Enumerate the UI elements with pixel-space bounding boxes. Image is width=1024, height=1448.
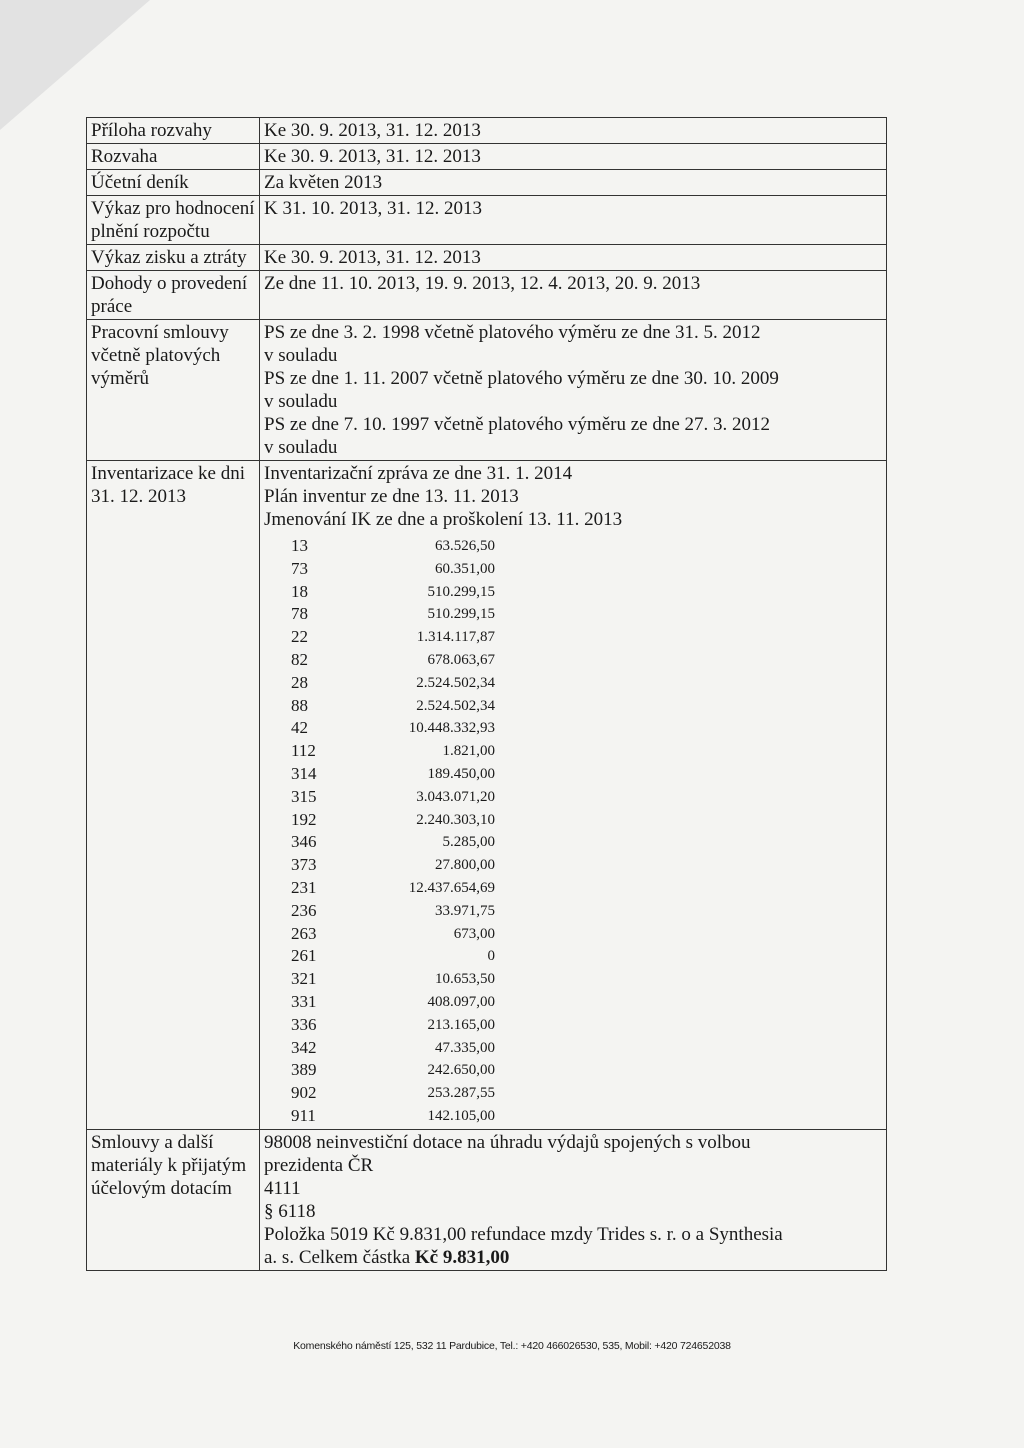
account-row: [291, 558, 882, 581]
document-table: [86, 117, 887, 1271]
row-label: Rozvaha: [87, 144, 260, 170]
account-row: [291, 672, 882, 695]
inventory-value: [260, 461, 887, 1130]
account-amount: 408.097,00: [427, 993, 495, 1010]
account-code: 236: [291, 900, 317, 920]
account-code: 73: [291, 558, 308, 578]
account-amount: 2.240.303,10: [416, 811, 495, 828]
account-row: [291, 945, 882, 968]
account-row: [291, 991, 882, 1014]
account-code: 22: [291, 627, 308, 647]
account-code: 13: [291, 536, 308, 555]
account-amount: 678.063,67: [427, 651, 495, 668]
row-label: Účetní deník: [87, 170, 260, 196]
account-amount: 60.351,00: [435, 560, 495, 577]
table-row: [87, 170, 887, 196]
account-row: [291, 581, 882, 604]
account-amount: 253.287,55: [427, 1085, 495, 1102]
account-code: 82: [291, 649, 308, 669]
account-code: 263: [291, 923, 317, 943]
account-row: [291, 626, 882, 649]
account-row: [291, 809, 882, 832]
account-code: 78: [291, 604, 308, 624]
account-code: 346: [291, 832, 317, 852]
inventory-label: Inventarizace ke dni 31. 12. 2013: [87, 461, 260, 1130]
inventory-line: Jmenování IK ze dne a proškolení 13. 11. 2013: [264, 509, 623, 530]
employment-status: v souladu: [264, 345, 338, 366]
grants-total-line: a. s. Celkem částka Kč 9.831,00: [264, 1246, 510, 1268]
account-row: [291, 854, 882, 877]
account-amount: 510.299,15: [427, 606, 495, 623]
account-code: 231: [291, 877, 317, 897]
row-value: Ke 30. 9. 2013, 31. 12. 2013: [260, 245, 887, 271]
account-amount: 242.650,00: [427, 1062, 495, 1079]
account-code: 192: [291, 809, 317, 829]
account-row: [291, 1105, 882, 1128]
row-label: Výkaz pro hodnocení plnění rozpočtu: [87, 196, 260, 245]
employment-entry: PS ze dne 1. 11. 2007 včetně platového výměru ze dne 30. 10. 2009: [264, 368, 779, 389]
account-row: [291, 740, 882, 763]
account-row: [291, 1014, 882, 1037]
table-row-employment: [87, 320, 887, 461]
account-row: [291, 649, 882, 672]
account-balance-list: [291, 535, 882, 1128]
inventory-line: Inventarizační zpráva ze dne 31. 1. 2014: [264, 463, 573, 484]
account-code: 42: [291, 718, 308, 738]
grants-total: Kč 9.831,00: [414, 1246, 510, 1268]
account-amount: 1.314.117,87: [416, 629, 495, 646]
row-label: Dohody o provedení práce: [87, 271, 260, 320]
account-amount: 2.524.502,34: [416, 697, 495, 714]
employment-value: [260, 320, 887, 461]
grants-label: Smlouvy a další materiály k přijatým účelovým dotacím: [87, 1129, 260, 1270]
account-code: 389: [291, 1060, 317, 1080]
account-amount: 3.043.071,20: [416, 788, 495, 805]
account-row: [291, 1082, 882, 1105]
account-code: 321: [291, 969, 317, 989]
account-amount: 673,00: [453, 925, 495, 942]
table-row-inventory: [87, 461, 887, 1130]
account-code: 314: [291, 763, 317, 783]
scan-corner-shadow: [0, 0, 150, 130]
employment-entry: PS ze dne 7. 10. 1997 včetně platového výměru ze dne 27. 3. 2012: [264, 414, 771, 435]
table-row: [87, 144, 887, 170]
inventory-line: Plán inventur ze dne 13. 11. 2013: [264, 486, 519, 507]
account-row: [291, 1059, 882, 1082]
account-code: 331: [291, 991, 317, 1011]
account-code: 336: [291, 1014, 317, 1034]
row-value: Ke 30. 9. 2013, 31. 12. 2013: [260, 144, 887, 170]
account-amount: 0: [487, 948, 495, 965]
account-code: 342: [291, 1037, 317, 1057]
table-row: [87, 196, 887, 245]
account-code: 911: [291, 1105, 316, 1125]
grants-value: 98008 neinvestiční dotace na úhradu výdajů spojených s volbou prezidenta ČR 4111 § 6118 Položka 5019 Kč 9.831,00 refundace mzdy Trides s. r. o a Synthesia a. s. Celkem částka Kč 9.831,00: [260, 1129, 887, 1270]
account-row: [291, 603, 882, 626]
row-label: Výkaz zisku a ztráty: [87, 245, 260, 271]
account-code: 261: [291, 946, 317, 966]
account-row: [291, 717, 882, 740]
account-amount: 189.450,00: [427, 765, 495, 782]
row-value: Ze dne 11. 10. 2013, 19. 9. 2013, 12. 4. 2013, 20. 9. 2013: [260, 271, 887, 320]
account-amount: 2.524.502,34: [416, 674, 495, 691]
account-amount: 1.821,00: [442, 743, 495, 760]
account-row: [291, 695, 882, 718]
row-value: Ke 30. 9. 2013, 31. 12. 2013: [260, 118, 887, 144]
table-row-grants: [87, 1129, 887, 1270]
employment-label: Pracovní smlouvy včetně platových výměrů: [87, 320, 260, 461]
account-amount: 63.526,50: [435, 538, 495, 554]
account-row: [291, 900, 882, 923]
account-row: [291, 1037, 882, 1060]
row-value: Za květen 2013: [260, 170, 887, 196]
table-row: [87, 118, 887, 144]
employment-status: v souladu: [264, 391, 338, 412]
row-label: Příloha rozvahy: [87, 118, 260, 144]
employment-status: v souladu: [264, 437, 338, 458]
account-amount: 33.971,75: [435, 902, 495, 919]
account-amount: 10.653,50: [435, 971, 495, 988]
page-footer: Komenského náměstí 125, 532 11 Pardubice, Tel.: +420 466026530, 535, Mobil: +420 724652038: [293, 1340, 731, 1352]
account-amount: 510.299,15: [427, 583, 495, 600]
account-row: [291, 923, 882, 946]
account-code: 112: [291, 741, 316, 761]
account-code: 28: [291, 672, 308, 692]
row-value: K 31. 10. 2013, 31. 12. 2013: [260, 196, 887, 245]
account-amount: 5.285,00: [442, 834, 495, 851]
account-amount: 213.165,00: [427, 1016, 495, 1033]
table-row: [87, 271, 887, 320]
account-code: 18: [291, 581, 308, 601]
account-amount: 10.448.332,93: [408, 720, 495, 737]
account-row: [291, 763, 882, 786]
account-amount: 142.105,00: [427, 1107, 495, 1124]
account-code: 902: [291, 1083, 317, 1103]
account-code: 373: [291, 855, 317, 875]
account-row: [291, 968, 882, 991]
employment-entry: PS ze dne 3. 2. 1998 včetně platového výměru ze dne 31. 5. 2012: [264, 322, 761, 343]
account-amount: 47.335,00: [435, 1039, 495, 1056]
table-row: [87, 245, 887, 271]
account-code: 88: [291, 695, 308, 715]
account-amount: 12.437.654,69: [408, 879, 495, 896]
account-amount: 27.800,00: [435, 857, 495, 874]
account-row: [291, 877, 882, 900]
account-row: [291, 786, 882, 809]
account-row: [291, 535, 882, 558]
account-row: [291, 831, 882, 854]
account-code: 315: [291, 786, 317, 806]
